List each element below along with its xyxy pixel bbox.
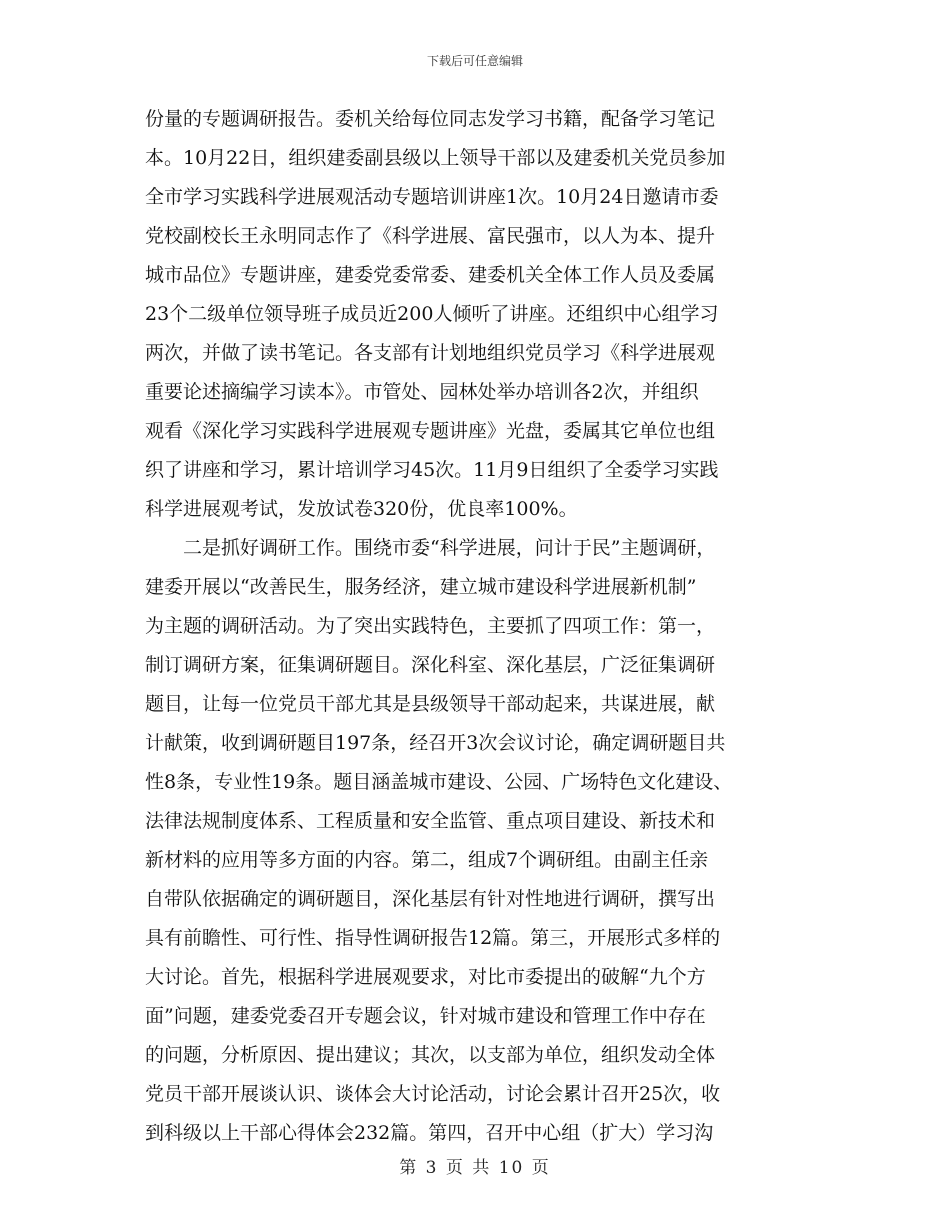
document-body [145, 100, 825, 1153]
text-line: 份量的专题调研报告。委机关给每位同志发学习书籍，配备学习笔记 [145, 108, 716, 130]
text-line: 计献策，收到调研题目197条，经召开3次会议讨论，确定调研题目共 [145, 732, 726, 754]
page-header: 下载后可任意编辑 [426, 54, 523, 68]
text-line: 全市学习实践科学进展观活动专题培训讲座1次。10月24日邀请市委 [145, 186, 719, 208]
text-line: 新材料的应用等多方面的内容。第二，组成7个调研组。由副主任亲 [145, 849, 709, 871]
text-line: 重要论述摘编学习读本》。市管处、园林处举办培训各2次，并组织 [145, 381, 699, 403]
text-line: 面”问题，建委党委召开专题会议，针对城市建设和管理工作中存在 [145, 1005, 706, 1027]
text-line: 题目，让每一位党员干部尤其是县级领导干部动起来，共谋进展，献 [145, 693, 716, 715]
text-line: 二是抓好调研工作。围绕市委“科学进展，问计于民”主题调研， [145, 537, 716, 559]
text-line: 到科级以上干部心得体会232篇。第四，召开中心组（扩大）学习沟 [145, 1122, 714, 1144]
text-line: 为主题的调研活动。为了突出实践特色，主要抓了四项工作：第一， [145, 615, 716, 637]
text-line: 建委开展以“改善民生，服务经济，建立城市建设科学进展新机制” [145, 576, 697, 598]
text-line: 观看《深化学习实践科学进展观专题讲座》光盘，委属其它单位也组 [145, 420, 716, 442]
text-line: 本。10月22日，组织建委副县级以上领导干部以及建委机关党员参加 [145, 147, 726, 169]
text-line: 党校副校长王永明同志作了《科学进展、富民强市，以人为本、提升 [145, 225, 716, 247]
text-line: 23个二级单位领导班子成员近200人倾听了讲座。还组织中心组学习 [145, 303, 719, 325]
text-line: 性8条，专业性19条。题目涵盖城市建设、公园、广场特色文化建设、 [145, 771, 733, 793]
text-line: 科学进展观考试，发放试卷320份，优良率100%。 [145, 498, 578, 520]
text-line: 织了讲座和学习，累计培训学习45次。11月9日组织了全委学习实践 [145, 459, 719, 481]
text-line: 具有前瞻性、可行性、指导性调研报告12篇。第三，开展形式多样的 [145, 927, 721, 949]
page-number: 第 3 页 共 10 页 [399, 1158, 551, 1178]
text-line: 制订调研方案，征集调研题目。深化科室、深化基层，广泛征集调研 [145, 654, 716, 676]
text-line: 法律法规制度体系、工程质量和安全监管、重点项目建设、新技术和 [145, 810, 716, 832]
text-line: 自带队依据确定的调研题目，深化基层有针对性地进行调研，撰写出 [145, 888, 716, 910]
text-line: 两次，并做了读书笔记。各支部有计划地组织党员学习《科学进展观 [145, 342, 716, 364]
text-line: 城市品位》专题讲座，建委党委常委、建委机关全体工作人员及委属 [145, 264, 716, 286]
text-line: 大讨论。首先，根据科学进展观要求，对比市委提出的破解“九个方 [145, 966, 706, 988]
text-line: 的问题，分析原因、提出建议；其次，以支部为单位，组织发动全体 [145, 1044, 716, 1066]
text-line: 党员干部开展谈认识、谈体会大讨论活动，讨论会累计召开25次，收 [145, 1083, 721, 1105]
